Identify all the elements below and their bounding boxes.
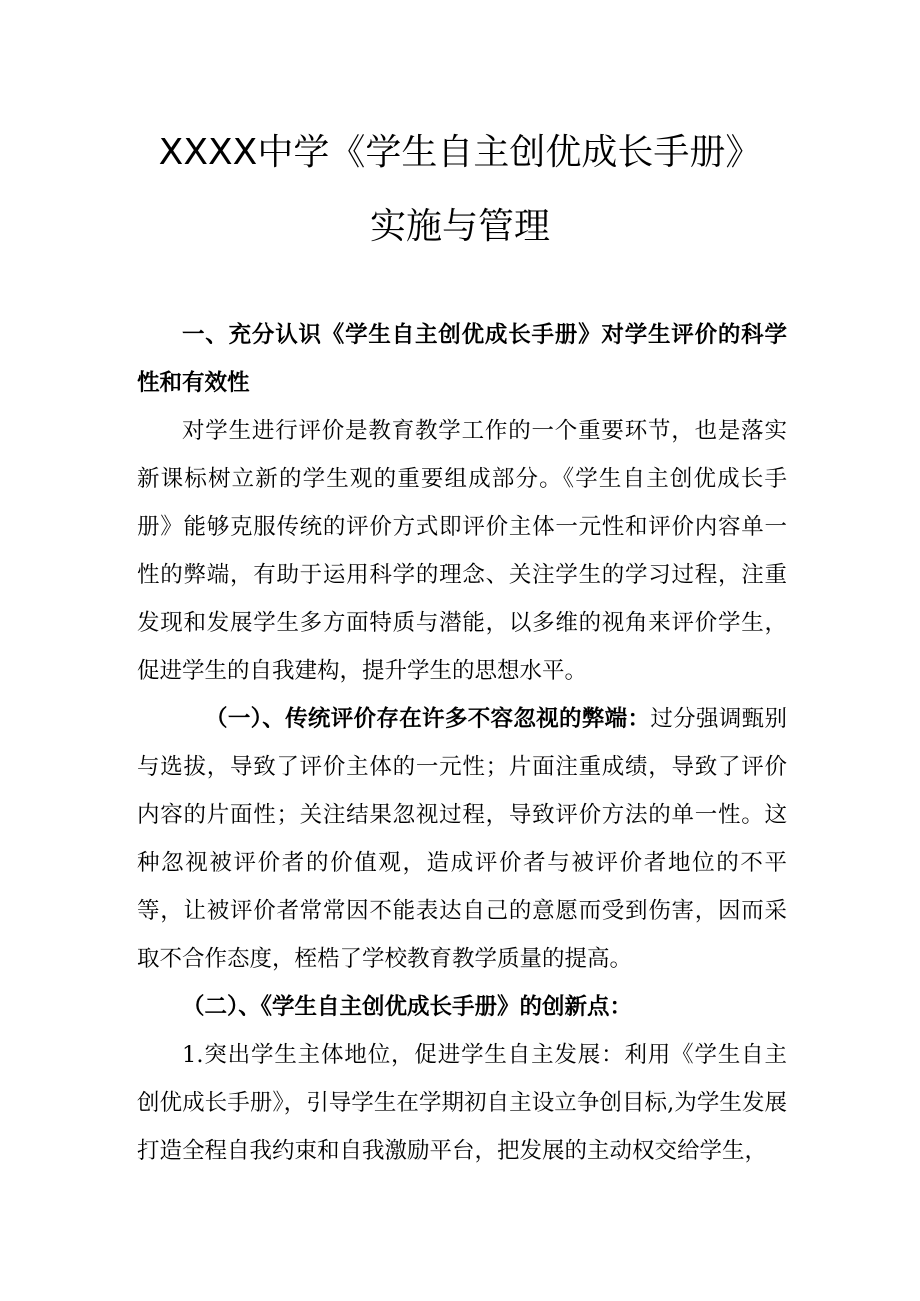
subsection2-heading-block (137, 983, 787, 1031)
subsection2-point1: 1.突出学生主体地位，促进学生自主发展：利用《学生自主创优成长手册》，引导学生在学期初自主设立争创目标,为学生发展打造全程自我约束和自我激励平台，把发展的主动权交给学生， (137, 1042, 787, 1164)
subsection1-block (137, 695, 787, 983)
section1-heading-block (137, 311, 787, 407)
document-title-line2: 实施与管理 (369, 206, 550, 247)
section1-paragraph: 对学生进行评价是教育教学工作的一个重要环节，也是落实新课标树立新的学生观的重要组成部分。《学生自主创优成长手册》能够克服传统的评价方式即评价主体一元性和评价内容单一性的弊端，有助于运用科学的理念、关注学生的学习过程，注重发现和发展学生多方面特质与潜能，以多维的视角来评价学生，促进学生的自我建构，提升学生的思想水平。 (137, 418, 787, 684)
subsection1-paragraph (137, 695, 787, 983)
subsection2-point1-block (137, 1031, 787, 1175)
subsection2-heading: （二）、《学生自主创优成长手册》的创新点： (182, 994, 633, 1020)
section1-paragraph-block (137, 407, 787, 695)
subsection1-text: 过分强调甄别与选拔，导致了评价主体的一元性；片面注重成绩，导致了评价内容的片面性；关注结果忽视过程，导致评价方法的单一性。这种忽视被评价者的价值观，造成评价者与被评价者地位的不平等，让被评价者常常因不能表达自己的意愿而受到伤害，因而采取不合作态度，桎梏了学校教育教学质量的提高。 (137, 706, 787, 972)
document-title-line1: XXXX中学《学生自主创优成长手册》 (158, 132, 762, 173)
section1-heading: 一、充分认识《学生自主创优成长手册》对学生评价的科学性和有效性 (137, 322, 787, 396)
subsection1-heading: （一）、传统评价存在许多不容忽视的弊端： (205, 706, 651, 732)
